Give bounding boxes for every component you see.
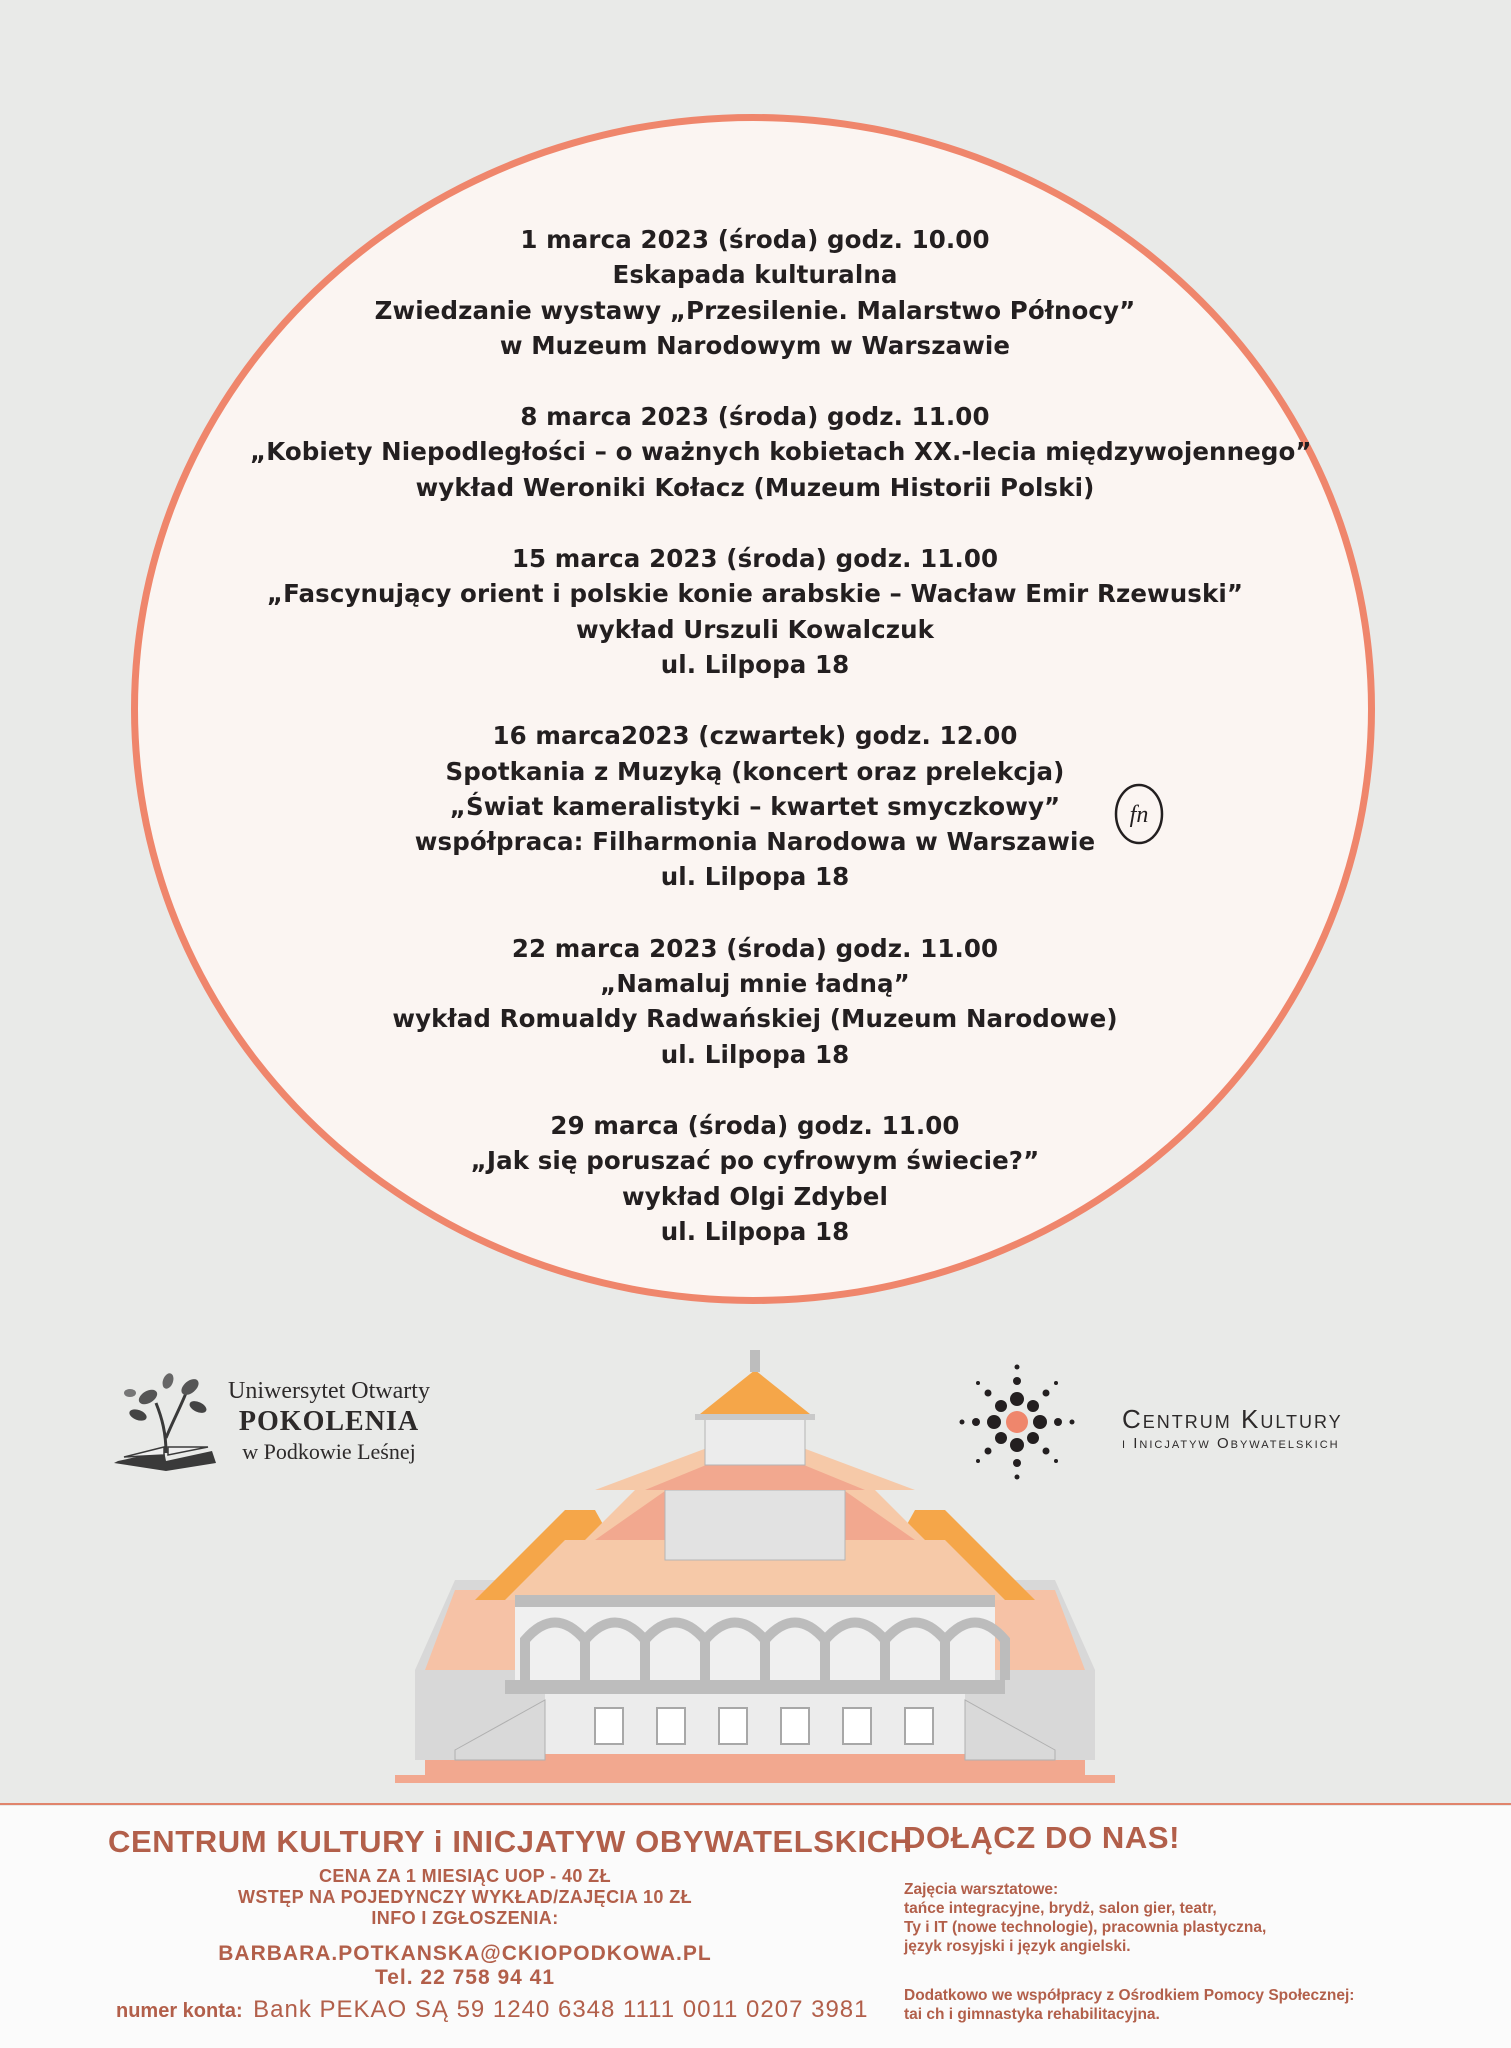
event-line: ul. Lilpopa 18 <box>660 1039 850 1069</box>
info-label: INFO I ZGŁOSZENIA: <box>371 1908 559 1928</box>
event-list <box>250 222 1312 1285</box>
uo-line3: w Podkowie Leśnej <box>242 1439 416 1464</box>
event-line: ul. Lilpopa 18 <box>660 649 850 679</box>
event-line: wykład Romualdy Radwańskiej (Muzeum Narodowe) <box>392 1004 1118 1034</box>
workshops-title: Zajęcia warsztatowe: <box>904 1881 1059 1898</box>
account-label: numer konta: <box>116 2000 243 2022</box>
svg-text:fn: fn <box>1129 802 1149 828</box>
event-line: ul. Lilpopa 18 <box>660 862 850 892</box>
extra-line: Dodatkowo we współpracy z Ośrodkiem Pomocy Społecznej: <box>904 1987 1355 2004</box>
bank-account <box>116 1996 868 2024</box>
footer-title: CENTRUM KULTURY i INICJATYW OBYWATELSKICH <box>108 1824 913 1859</box>
book-tree-icon <box>108 1363 226 1473</box>
event-item <box>250 541 1260 682</box>
event-item <box>250 399 1312 505</box>
event-line: 29 marca (środa) godz. 11.00 <box>550 1110 960 1140</box>
event-line: ul. Lilpopa 18 <box>660 1216 850 1246</box>
uo-line1: Uniwersytet Otwarty <box>228 1378 430 1404</box>
event-line: wykład Urszuli Kowalczuk <box>575 614 935 644</box>
price-single: WSTĘP NA POJEDYNCZY WYKŁAD/ZAJĘCIA 10 ZŁ <box>237 1887 693 1907</box>
contact-phone: Tel. 22 758 94 41 <box>374 1966 556 1989</box>
join-heading: DOŁĄCZ DO NAS! <box>903 1820 1181 1855</box>
event-line: „Fascynujący orient i polskie konie arabskie – Wacław Emir Rzewuski” <box>266 579 1244 609</box>
event-item <box>250 222 1260 363</box>
event-line: Spotkania z Muzyką (koncert oraz prelekcja) <box>445 756 1065 786</box>
price-monthly: CENA ZA 1 MIESIĄC UOP - 40 ZŁ <box>319 1866 611 1886</box>
event-line: „Świat kameralistyki – kwartet smyczkowy” <box>449 791 1061 821</box>
event-line: 16 marca2023 (czwartek) godz. 12.00 <box>492 721 1018 751</box>
workshops-line: język rosyjski i język angielski. <box>904 1938 1131 1955</box>
event-line: wykład Olgi Zdybel <box>622 1181 888 1211</box>
event-line: „Jak się poruszać po cyfrowym świecie?” <box>470 1146 1040 1176</box>
ck-line1: Centrum Kultury <box>1122 1404 1343 1434</box>
event-line: w Muzeum Narodowym w Warszawie <box>499 330 1011 360</box>
uo-line2: POKOLENIA <box>238 1406 420 1437</box>
ck-line2: i Inicjatyw Obywatelskich <box>1122 1435 1340 1452</box>
event-item <box>250 718 1260 894</box>
extra-line: tai ch i gimnastyka rehabilitacyjna. <box>904 2006 1160 2023</box>
event-line: „Namaluj mnie ładną” <box>600 969 910 999</box>
event-line: 1 marca 2023 (środa) godz. 10.00 <box>520 225 990 254</box>
event-line: „Kobiety Niepodległości – o ważnych kobietach XX.-lecia międzywojennego” <box>250 437 1312 467</box>
workshops-line: Ty i IT (nowe technologie), pracownia plastyczna, <box>904 1919 1267 1936</box>
event-line: współpraca: Filharmonia Narodowa w Warszawie <box>414 827 1096 857</box>
event-line: 22 marca 2023 (środa) godz. 11.00 <box>511 933 999 963</box>
contact-email[interactable]: BARBARA.POTKANSKA@CKIOPODKOWA.PL <box>218 1942 712 1965</box>
footer <box>0 1806 1511 2048</box>
event-item <box>250 1108 1260 1249</box>
event-line: 15 marca 2023 (środa) godz. 11.00 <box>511 544 999 574</box>
event-line: Zwiedzanie wystawy „Przesilenie. Malarstwo Północy” <box>374 295 1136 325</box>
event-line: wykład Weroniki Kołacz (Muzeum Historii Polski) <box>415 472 1095 502</box>
ck-text <box>1122 1405 1343 1455</box>
building-illustration <box>395 1340 1115 1795</box>
filharmonia-logo <box>1113 782 1165 846</box>
event-line: 8 marca 2023 (środa) godz. 11.00 <box>520 402 990 432</box>
event-line: Eskapada kulturalna <box>612 260 898 290</box>
account-value: Bank PEKAO SĄ 59 1240 6348 1111 0011 0207 3981 <box>253 1996 869 2023</box>
footer-divider <box>0 1803 1511 1805</box>
workshops-line: tańce integracyjne, brydż, salon gier, teatr, <box>904 1900 1217 1917</box>
event-item <box>250 931 1260 1072</box>
